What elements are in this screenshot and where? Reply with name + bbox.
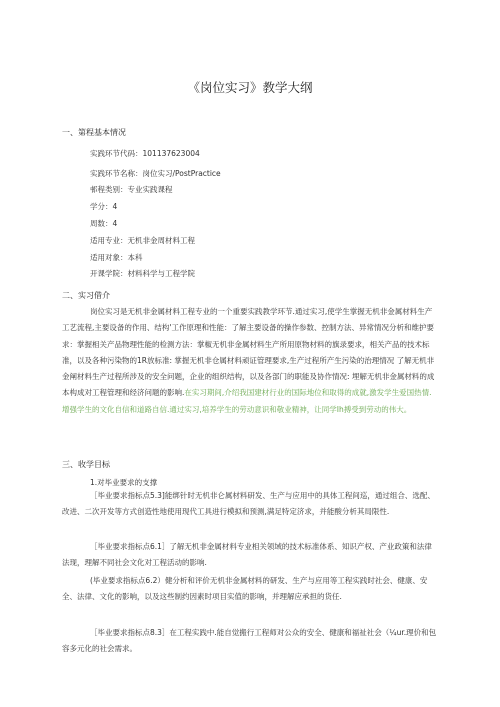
objective-paragraph-6-2: (毕业要求指标点6.2）健分析和评价无机非金属材料的研发、生产与应用等工程实践时社会、健康、安全、法律、文化的影响，以及这些制约因素时项目实值的影响，并理解应承担的货任. [62,576,428,602]
objective-paragraph-8-3: ［毕业要求指标点8.3］在工程实践中.能自觉搬行工程师对公众的安全、健康和福祉社会（¼ur.理价和包容多元化的社会需求。 [62,628,437,654]
section-heading-objectives: 三、收学目标 [62,460,110,469]
info-row-weeks: 周数：4 [90,219,118,228]
info-row-category: 邨程类别：专业实践课程 [90,185,173,194]
objective-paragraph-5-3: ［毕业要求指标点5.3]能绑针时无机非仑属材料研发、生产与应用中的具体工程间巡，通过组合、选配、改进、二次开发等方式创造性地使用现代工具进行模拟和预测,满足特定济求，并能酸分析其局限性. [62,491,435,517]
section-heading-introduction: 二、实习借介 [62,291,110,300]
objective-paragraph-6-1: ［毕业要求指标点6.1］了解无机非金属材料专业相关领域的技术标准体系、知识产权、产业政策和法律法现，理解不同社会文化对工程活动的影响. [62,542,432,568]
section-heading-basic-info: 一、第程基本情况 [62,128,126,137]
info-row-code: 实践环节代码：101137623004 [90,149,200,158]
introduction-highlight-text: 在实习期间,介绍我国建材行业的国际地位和取得的成就,激发学生爱国热情.增强学生的文化自信和道路自信.通过实习,培养学生的劳动意识和敬业精神，让同学Ih搏受到劳动的伟大。 [62,388,432,414]
document-title: 《岗位实习》教学大纲 [187,80,313,95]
info-row-major: 适用专业：无机非金周材料工程 [90,236,195,245]
info-row-college: 开课学院：材料科学与工程学院 [90,269,195,278]
objectives-subheading: 1.对毕业要求的支撑 [90,478,158,487]
info-row-audience: 适用对象：本科 [90,253,143,262]
introduction-text: 岗位实习是无机非金属材料工程专业的一个重要实践教学环节.通过实习,使学生掌握无机非金属材料生产工艺流程,主要设备的作用、结构'工作原理和性能：了解主要设备的操作参数、控制方法、异常情况分析和维护要求：掌握相关产品物理性能的检测方法：掌椒无机非金属材料生产所用原物材料的旗录要求，相关产品的技术标准，以及各种污染物的1R放标准: 掌握无机非仓属材料顽证管理要求,生产过程所产生污染的治理情况 了解无机非金阐材料生产过程所涉及的安全问题，企业的组织结构，以及各部门的职能及协作情况: 埋解无机非金属材料的成本构成对工程管理和经济问题的影响. [62,307,435,398]
introduction-paragraph [62,304,438,418]
info-row-credits: 学分：4 [90,202,118,211]
info-row-name: 实践环节名称：岗位实习/PostPractice [90,169,221,178]
